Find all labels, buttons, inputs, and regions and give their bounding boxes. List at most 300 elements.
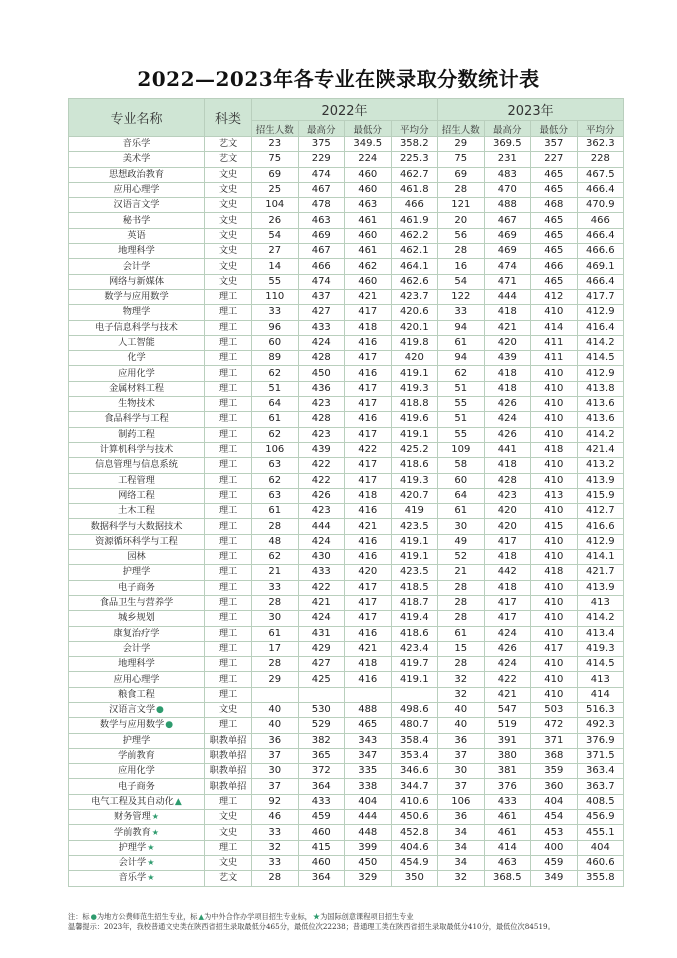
table-row [69, 748, 624, 763]
table-row [69, 810, 624, 825]
enrollment-2022-cell: 23 [252, 137, 299, 152]
max-score-2023-cell: 461 [484, 810, 531, 825]
min-score-2023-cell: 410 [531, 381, 578, 396]
avg-score-2023-cell: 416.4 [577, 320, 624, 335]
avg-score-2022-cell: 344.7 [391, 779, 438, 794]
table-row [69, 259, 624, 274]
category-cell: 理工 [205, 534, 252, 549]
category-cell: 文史 [205, 810, 252, 825]
major-name-cell [69, 580, 205, 595]
min-score-2023-cell: 410 [531, 534, 578, 549]
table-row [69, 305, 624, 320]
enrollment-2022-cell: 28 [252, 657, 299, 672]
min-score-2023-cell: 465 [531, 274, 578, 289]
enrollment-2023-cell: 109 [438, 442, 485, 457]
major-name: 思想政治教育 [108, 168, 165, 180]
max-score-2023-cell: 463 [484, 855, 531, 870]
enrollment-2022-cell: 63 [252, 458, 299, 473]
max-score-2022-cell: 430 [298, 550, 345, 565]
major-name-cell [69, 320, 205, 335]
major-name-cell [69, 626, 205, 641]
major-name-cell [69, 672, 205, 687]
avg-score-2023-cell: 516.3 [577, 702, 624, 717]
category-cell: 文史 [205, 167, 252, 182]
enrollment-2023-cell: 94 [438, 320, 485, 335]
enrollment-2023-cell: 34 [438, 840, 485, 855]
category-cell: 理工 [205, 519, 252, 534]
major-name: 物理学 [122, 306, 151, 318]
avg-score-2023-cell: 466.4 [577, 274, 624, 289]
enrollment-2023-cell: 54 [438, 274, 485, 289]
min-score-2023-cell: 465 [531, 244, 578, 259]
max-score-2022-cell: 375 [298, 137, 345, 152]
min-score-2023-cell: 400 [531, 840, 578, 855]
major-name: 园林 [127, 551, 146, 563]
max-score-2023-cell: 471 [484, 274, 531, 289]
table-row [69, 182, 624, 197]
major-name: 粮食工程 [118, 688, 155, 700]
min-score-2023-cell: 410 [531, 595, 578, 610]
avg-score-2023-cell: 228 [577, 152, 624, 167]
enrollment-2023-cell: 28 [438, 595, 485, 610]
enrollment-2023-cell: 32 [438, 687, 485, 702]
max-score-2022-cell: 364 [298, 871, 345, 886]
enrollment-2022-cell: 37 [252, 748, 299, 763]
category-cell: 理工 [205, 672, 252, 687]
avg-score-2022-cell: 419.3 [391, 381, 438, 396]
avg-score-2022-cell: 420.6 [391, 305, 438, 320]
enrollment-2022-cell: 63 [252, 488, 299, 503]
major-name-cell [69, 779, 205, 794]
max-score-2023-cell: 426 [484, 397, 531, 412]
major-name: 音乐学 [118, 872, 147, 884]
category-cell: 理工 [205, 289, 252, 304]
major-name: 食品科学与工程 [104, 413, 169, 425]
avg-score-2022-cell: 418.6 [391, 626, 438, 641]
category-cell: 理工 [205, 442, 252, 457]
table-row [69, 641, 624, 656]
major-name: 应用化学 [118, 765, 155, 777]
major-name: 信息管理与信息系统 [95, 459, 178, 471]
max-score-2022-cell: 423 [298, 504, 345, 519]
enrollment-2022-cell: 48 [252, 534, 299, 549]
header-min-2023: 最低分 [531, 121, 578, 137]
min-score-2023-cell: 357 [531, 137, 578, 152]
enrollment-2022-cell: 26 [252, 213, 299, 228]
min-score-2022-cell: 417 [345, 611, 392, 626]
category-cell: 理工 [205, 351, 252, 366]
enrollment-2023-cell: 37 [438, 748, 485, 763]
major-name-cell [69, 427, 205, 442]
avg-score-2022-cell [391, 687, 438, 702]
max-score-2022-cell: 424 [298, 335, 345, 350]
enrollment-2023-cell: 29 [438, 137, 485, 152]
min-score-2023-cell: 371 [531, 733, 578, 748]
min-score-2022-cell: 463 [345, 198, 392, 213]
avg-score-2022-cell: 461.8 [391, 182, 438, 197]
max-score-2023-cell: 428 [484, 473, 531, 488]
max-score-2022-cell: 433 [298, 794, 345, 809]
avg-score-2022-cell: 404.6 [391, 840, 438, 855]
table-row [69, 244, 624, 259]
header-year-2022: 2022年 [252, 99, 438, 121]
max-score-2023-cell: 424 [484, 657, 531, 672]
major-name-cell [69, 595, 205, 610]
table-row [69, 504, 624, 519]
max-score-2023-cell: 418 [484, 580, 531, 595]
min-score-2022-cell: 418 [345, 488, 392, 503]
min-score-2022-cell: 421 [345, 289, 392, 304]
avg-score-2023-cell: 413.6 [577, 397, 624, 412]
major-name: 学前教育 [114, 826, 151, 838]
avg-score-2022-cell: 462.2 [391, 228, 438, 243]
major-name-cell [69, 810, 205, 825]
avg-score-2022-cell: 419.3 [391, 473, 438, 488]
major-name: 地理科学 [118, 658, 155, 670]
category-cell: 理工 [205, 305, 252, 320]
table-row [69, 381, 624, 396]
category-cell: 文史 [205, 228, 252, 243]
enrollment-2023-cell: 52 [438, 550, 485, 565]
table-row [69, 702, 624, 717]
enrollment-2023-cell: 51 [438, 381, 485, 396]
max-score-2023-cell: 424 [484, 412, 531, 427]
avg-score-2022-cell: 420.7 [391, 488, 438, 503]
min-score-2022-cell: 418 [345, 320, 392, 335]
table-row [69, 458, 624, 473]
max-score-2023-cell: 547 [484, 702, 531, 717]
max-score-2023-cell: 488 [484, 198, 531, 213]
max-score-2023-cell: 380 [484, 748, 531, 763]
min-score-2023-cell: 414 [531, 320, 578, 335]
max-score-2022-cell: 450 [298, 366, 345, 381]
table-row [69, 672, 624, 687]
avg-score-2022-cell: 418.5 [391, 580, 438, 595]
major-name-cell [69, 182, 205, 197]
enrollment-2023-cell: 16 [438, 259, 485, 274]
max-score-2022-cell: 530 [298, 702, 345, 717]
table-row [69, 473, 624, 488]
max-score-2022-cell: 428 [298, 412, 345, 427]
table-row [69, 274, 624, 289]
major-name: 数学与应用数学 [104, 291, 169, 303]
major-name-cell [69, 473, 205, 488]
category-cell: 文史 [205, 198, 252, 213]
table-row [69, 580, 624, 595]
max-score-2023-cell: 420 [484, 519, 531, 534]
min-score-2023-cell: 410 [531, 427, 578, 442]
enrollment-2023-cell: 21 [438, 565, 485, 580]
max-score-2023-cell: 469 [484, 244, 531, 259]
category-cell: 理工 [205, 504, 252, 519]
enrollment-2022-cell: 92 [252, 794, 299, 809]
min-score-2022-cell: 335 [345, 764, 392, 779]
enrollment-2023-cell: 40 [438, 718, 485, 733]
min-score-2022-cell: 417 [345, 397, 392, 412]
major-name: 人工智能 [118, 337, 155, 348]
avg-score-2023-cell: 419.3 [577, 641, 624, 656]
major-name: 应用心理学 [113, 673, 160, 685]
avg-score-2022-cell: 418.8 [391, 397, 438, 412]
enrollment-2022-cell: 33 [252, 825, 299, 840]
min-score-2022-cell: 418 [345, 657, 392, 672]
enrollment-2022-cell: 37 [252, 779, 299, 794]
avg-score-2022-cell: 353.4 [391, 748, 438, 763]
category-cell: 理工 [205, 335, 252, 350]
enrollment-2022-cell: 75 [252, 152, 299, 167]
min-score-2023-cell: 410 [531, 366, 578, 381]
major-name-cell [69, 213, 205, 228]
category-cell: 文史 [205, 213, 252, 228]
max-score-2022-cell: 426 [298, 488, 345, 503]
enrollment-2022-cell: 36 [252, 733, 299, 748]
major-name: 会计学 [118, 857, 147, 869]
min-score-2023-cell: 410 [531, 611, 578, 626]
circle-marker-icon: ● [165, 720, 174, 731]
category-cell: 理工 [205, 718, 252, 733]
table-row [69, 764, 624, 779]
avg-score-2023-cell: 408.5 [577, 794, 624, 809]
max-score-2023-cell: 439 [484, 351, 531, 366]
enrollment-2022-cell: 40 [252, 718, 299, 733]
enrollment-2022-cell: 30 [252, 611, 299, 626]
min-score-2023-cell: 411 [531, 351, 578, 366]
max-score-2022-cell: 439 [298, 442, 345, 457]
star-marker-icon: ★ [151, 812, 159, 822]
category-cell: 文史 [205, 274, 252, 289]
max-score-2022-cell: 423 [298, 427, 345, 442]
category-cell: 理工 [205, 381, 252, 396]
min-score-2022-cell: 329 [345, 871, 392, 886]
enrollment-2022-cell: 60 [252, 335, 299, 350]
max-score-2022-cell: 433 [298, 320, 345, 335]
avg-score-2023-cell: 413.9 [577, 473, 624, 488]
max-score-2023-cell: 414 [484, 840, 531, 855]
min-score-2023-cell: 418 [531, 442, 578, 457]
enrollment-2022-cell: 29 [252, 672, 299, 687]
enrollment-2023-cell: 61 [438, 504, 485, 519]
avg-score-2022-cell: 419.1 [391, 550, 438, 565]
min-score-2022-cell: 461 [345, 213, 392, 228]
table-row [69, 366, 624, 381]
major-name: 汉语言文学 [109, 704, 156, 716]
major-name: 计算机科学与技术 [99, 444, 174, 456]
max-score-2023-cell: 470 [484, 182, 531, 197]
major-name-cell [69, 274, 205, 289]
avg-score-2023-cell: 414 [577, 687, 624, 702]
avg-score-2023-cell: 414.5 [577, 657, 624, 672]
min-score-2023-cell: 360 [531, 779, 578, 794]
category-cell: 艺文 [205, 152, 252, 167]
table-body [69, 137, 624, 887]
footnote-legend [68, 912, 638, 922]
major-name-cell [69, 840, 205, 855]
min-score-2022-cell: 417 [345, 351, 392, 366]
avg-score-2022-cell: 419.1 [391, 427, 438, 442]
avg-score-2022-cell: 419.7 [391, 657, 438, 672]
header-avg-2022: 平均分 [391, 121, 438, 137]
avg-score-2023-cell: 492.3 [577, 718, 624, 733]
note-text: 注：标 [68, 912, 90, 921]
max-score-2022-cell: 459 [298, 810, 345, 825]
avg-score-2022-cell: 358.2 [391, 137, 438, 152]
avg-score-2023-cell: 362.3 [577, 137, 624, 152]
enrollment-2022-cell: 104 [252, 198, 299, 213]
avg-score-2022-cell: 418.7 [391, 595, 438, 610]
max-score-2022-cell: 428 [298, 351, 345, 366]
avg-score-2022-cell: 418.6 [391, 458, 438, 473]
max-score-2023-cell: 422 [484, 672, 531, 687]
major-name-cell [69, 748, 205, 763]
min-score-2022-cell: 417 [345, 473, 392, 488]
min-score-2022-cell: 460 [345, 167, 392, 182]
major-name: 会计学 [122, 260, 151, 272]
max-score-2023-cell: 423 [484, 488, 531, 503]
avg-score-2023-cell: 456.9 [577, 810, 624, 825]
table-row [69, 657, 624, 672]
max-score-2023-cell: 420 [484, 335, 531, 350]
major-name-cell [69, 641, 205, 656]
major-name: 学前教育 [118, 750, 155, 762]
enrollment-2023-cell: 36 [438, 733, 485, 748]
min-score-2022-cell: 416 [345, 412, 392, 427]
avg-score-2023-cell: 413.4 [577, 626, 624, 641]
max-score-2022-cell: 415 [298, 840, 345, 855]
major-name-cell [69, 733, 205, 748]
avg-score-2023-cell: 404 [577, 840, 624, 855]
category-cell: 理工 [205, 641, 252, 656]
min-score-2023-cell: 465 [531, 213, 578, 228]
max-score-2023-cell: 418 [484, 550, 531, 565]
enrollment-2023-cell: 32 [438, 672, 485, 687]
table-row [69, 565, 624, 580]
category-cell: 理工 [205, 427, 252, 442]
category-cell: 理工 [205, 473, 252, 488]
max-score-2023-cell: 442 [484, 565, 531, 580]
max-score-2022-cell: 229 [298, 152, 345, 167]
avg-score-2023-cell: 355.8 [577, 871, 624, 886]
category-cell: 文史 [205, 825, 252, 840]
table-row [69, 871, 624, 886]
min-score-2022-cell: 224 [345, 152, 392, 167]
star-marker-icon: ★ [147, 842, 155, 852]
circle-marker-icon: ● [156, 705, 164, 716]
footnotes [68, 912, 638, 932]
header-min-2022: 最低分 [345, 121, 392, 137]
category-cell: 理工 [205, 687, 252, 702]
enrollment-2023-cell: 28 [438, 611, 485, 626]
major-name: 食品卫生与营养学 [99, 597, 174, 609]
max-score-2023-cell: 418 [484, 458, 531, 473]
avg-score-2022-cell: 419.4 [391, 611, 438, 626]
enrollment-2023-cell: 51 [438, 412, 485, 427]
max-score-2022-cell: 425 [298, 672, 345, 687]
max-score-2022-cell: 427 [298, 305, 345, 320]
major-name: 生物技术 [118, 398, 155, 410]
table-row [69, 442, 624, 457]
footnote-tip: 温馨提示：2023年，我校普通文史类在陕西省招生录取最低分465分，最低位次22238；普通理工类在陕西省招生录取最低分410分，最低位次84519。 [68, 922, 555, 931]
major-name-cell [69, 611, 205, 626]
category-cell: 理工 [205, 458, 252, 473]
avg-score-2022-cell: 462.6 [391, 274, 438, 289]
major-name: 汉语言文学 [113, 199, 160, 211]
max-score-2022-cell: 444 [298, 519, 345, 534]
avg-score-2023-cell: 417.7 [577, 289, 624, 304]
enrollment-2022-cell: 51 [252, 381, 299, 396]
max-score-2023-cell: 418 [484, 381, 531, 396]
major-name-cell [69, 504, 205, 519]
major-name-cell [69, 412, 205, 427]
avg-score-2022-cell: 423.7 [391, 289, 438, 304]
min-score-2023-cell: 227 [531, 152, 578, 167]
max-score-2022-cell: 433 [298, 565, 345, 580]
min-score-2023-cell: 417 [531, 641, 578, 656]
max-score-2023-cell: 424 [484, 626, 531, 641]
avg-score-2023-cell: 466 [577, 213, 624, 228]
max-score-2023-cell: 474 [484, 259, 531, 274]
avg-score-2023-cell: 412.9 [577, 366, 624, 381]
major-name: 应用化学 [118, 367, 155, 379]
circle-marker-icon: ● [90, 912, 97, 921]
max-score-2022-cell: 422 [298, 473, 345, 488]
category-cell: 理工 [205, 840, 252, 855]
enrollment-2023-cell: 28 [438, 580, 485, 595]
category-cell: 职教单招 [205, 748, 252, 763]
max-score-2022-cell: 365 [298, 748, 345, 763]
max-score-2023-cell: 418 [484, 305, 531, 320]
table-row [69, 519, 624, 534]
min-score-2022-cell: 417 [345, 595, 392, 610]
max-score-2022-cell: 422 [298, 458, 345, 473]
category-cell: 艺文 [205, 871, 252, 886]
triangle-marker-icon: ▲ [174, 796, 182, 807]
max-score-2023-cell: 417 [484, 534, 531, 549]
min-score-2023-cell: 418 [531, 565, 578, 580]
avg-score-2022-cell: 498.6 [391, 702, 438, 717]
max-score-2022-cell: 466 [298, 259, 345, 274]
avg-score-2023-cell: 414.5 [577, 351, 624, 366]
category-cell: 理工 [205, 611, 252, 626]
enrollment-2022-cell: 33 [252, 855, 299, 870]
enrollment-2023-cell: 28 [438, 182, 485, 197]
min-score-2023-cell: 465 [531, 182, 578, 197]
table-row [69, 228, 624, 243]
enrollment-2023-cell: 55 [438, 397, 485, 412]
min-score-2023-cell: 459 [531, 855, 578, 870]
min-score-2022-cell: 343 [345, 733, 392, 748]
major-name-cell [69, 657, 205, 672]
min-score-2022-cell: 417 [345, 580, 392, 595]
min-score-2022-cell: 416 [345, 534, 392, 549]
avg-score-2023-cell: 371.5 [577, 748, 624, 763]
major-name-cell [69, 825, 205, 840]
max-score-2022-cell: 474 [298, 167, 345, 182]
major-name-cell [69, 335, 205, 350]
major-name-cell [69, 519, 205, 534]
enrollment-2022-cell: 40 [252, 702, 299, 717]
min-score-2023-cell: 454 [531, 810, 578, 825]
min-score-2023-cell: 466 [531, 259, 578, 274]
max-score-2023-cell: 421 [484, 687, 531, 702]
enrollment-2023-cell: 28 [438, 244, 485, 259]
header-max-2023: 最高分 [484, 121, 531, 137]
enrollment-2022-cell: 62 [252, 473, 299, 488]
table-row [69, 351, 624, 366]
enrollment-2023-cell: 28 [438, 657, 485, 672]
enrollment-2023-cell: 60 [438, 473, 485, 488]
avg-score-2023-cell: 376.9 [577, 733, 624, 748]
enrollment-2022-cell: 27 [252, 244, 299, 259]
